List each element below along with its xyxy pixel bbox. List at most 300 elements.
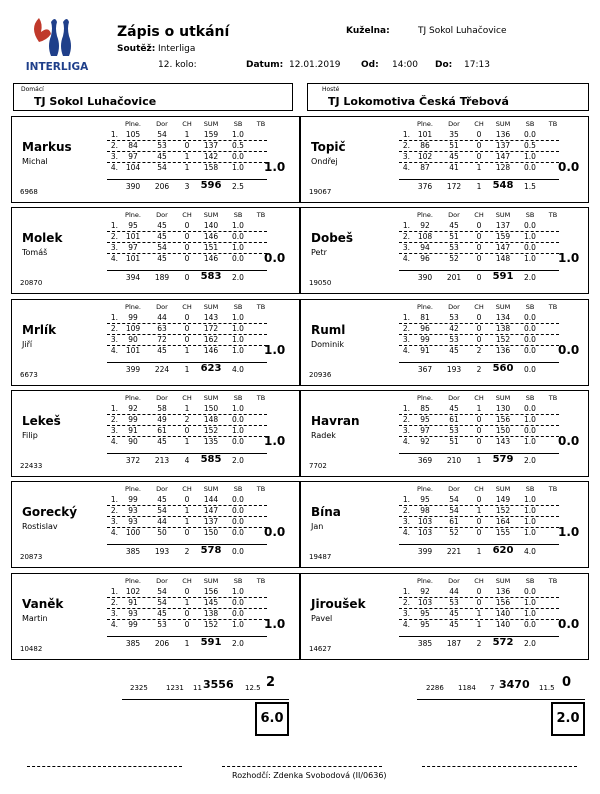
lane-row — [399, 130, 559, 141]
home-final-score: 6.0 — [255, 702, 289, 736]
lane-row — [399, 517, 559, 528]
lane-row — [399, 404, 559, 415]
lane-cell: 0.0 — [524, 335, 536, 344]
column-header-sum: SUM — [203, 211, 219, 219]
lane-cell: 144 — [203, 495, 219, 504]
away-total-dor: 1184 — [458, 684, 476, 692]
column-header-ch: CH — [474, 394, 484, 402]
total-cell: 2.0 — [232, 273, 244, 282]
total-cell: 210 — [446, 456, 462, 465]
lane-cell: 1. — [402, 313, 410, 322]
lane-cell: 0 — [184, 426, 190, 435]
total-cell: 206 — [154, 182, 170, 191]
total-cell: 1 — [184, 365, 190, 374]
column-header-ch: CH — [474, 485, 484, 493]
player-match-points: 1.0 — [264, 160, 286, 174]
column-header-sum: SUM — [495, 577, 511, 585]
lane-cell: 146 — [203, 346, 219, 355]
total-cell: 390 — [417, 273, 433, 282]
total-cell: 0 — [476, 273, 482, 282]
lane-cell: 0.0 — [232, 517, 244, 526]
lane-row — [399, 163, 559, 174]
lane-cell: 0.0 — [524, 620, 536, 629]
home-total-points: 2 — [266, 675, 276, 690]
player-lanes-table — [399, 303, 559, 375]
table-header-row — [107, 120, 267, 130]
total-cell: 2.0 — [524, 273, 536, 282]
lane-cell: 1 — [184, 130, 190, 139]
lane-cell: 162 — [203, 335, 219, 344]
lane-row — [107, 495, 267, 506]
total-cell: 620 — [492, 545, 514, 556]
column-header-tb: TB — [256, 394, 266, 402]
lane-cell: 103 — [417, 517, 433, 526]
total-cell: 3 — [184, 182, 190, 191]
lane-cell: 1. — [402, 404, 410, 413]
lane-cell: 91 — [128, 426, 138, 435]
player-total-row — [107, 636, 267, 649]
total-cell: 206 — [154, 639, 170, 648]
column-header-tb: TB — [548, 485, 558, 493]
competition-label: Soutěž: — [117, 44, 156, 54]
player-total-row — [399, 362, 559, 375]
lane-cell: 102 — [125, 587, 141, 596]
player-surname: Jiroušek — [311, 597, 366, 611]
player-total-row — [399, 636, 559, 649]
total-cell: 572 — [492, 637, 514, 648]
lane-cell: 1. — [402, 221, 410, 230]
lane-cell: 103 — [417, 598, 433, 607]
lane-cell: 1 — [184, 437, 190, 446]
total-cell: 2 — [476, 639, 482, 648]
lane-cell: 1 — [476, 620, 482, 629]
table-header-row — [399, 485, 559, 495]
player-firstname: Ondřej — [311, 157, 338, 166]
lane-cell: 0 — [476, 243, 482, 252]
lane-cell: 0 — [476, 587, 482, 596]
total-cell: 2.5 — [232, 182, 244, 191]
lane-cell: 0.0 — [524, 221, 536, 230]
lane-cell: 140 — [495, 609, 511, 618]
away-total-sb: 11.5 — [539, 684, 555, 692]
lane-cell: 137 — [495, 141, 511, 150]
lane-cell: 99 — [420, 335, 430, 344]
lane-cell: 102 — [417, 152, 433, 161]
total-cell: 189 — [154, 273, 170, 282]
lane-cell: 3. — [110, 426, 118, 435]
lane-cell: 1 — [184, 163, 190, 172]
lane-cell: 96 — [420, 254, 430, 263]
lane-cell: 1.0 — [524, 609, 536, 618]
player-match-points: 1.0 — [264, 434, 286, 448]
column-header-sum: SUM — [203, 394, 219, 402]
column-header-tb: TB — [256, 211, 266, 219]
table-header-row — [107, 303, 267, 313]
player-lanes-table — [399, 120, 559, 192]
lane-cell: 45 — [157, 254, 167, 263]
lane-cell: 152 — [203, 426, 219, 435]
lane-cell: 101 — [417, 130, 433, 139]
player-total-row — [399, 453, 559, 466]
total-cell: 376 — [417, 182, 433, 191]
lane-cell: 90 — [128, 437, 138, 446]
home-total-sb: 12.5 — [245, 684, 261, 692]
lane-row — [399, 232, 559, 243]
player-match-points: 0.0 — [558, 434, 580, 448]
player-surname: Havran — [311, 414, 360, 428]
lane-cell: 136 — [495, 130, 511, 139]
lane-cell: 146 — [203, 232, 219, 241]
lane-cell: 1. — [110, 404, 118, 413]
lane-row — [107, 528, 267, 539]
lane-cell: 99 — [128, 495, 138, 504]
column-header-dor: Dor — [156, 303, 168, 311]
home-total-pins: 2325 — [130, 684, 148, 692]
lane-cell: 1.0 — [232, 404, 244, 413]
lane-cell: 1 — [184, 346, 190, 355]
lane-cell: 45 — [157, 437, 167, 446]
column-header-sum: SUM — [495, 303, 511, 311]
player-registration: 14627 — [309, 645, 332, 653]
lane-cell: 0 — [184, 609, 190, 618]
svg-text:INTERLIGA: INTERLIGA — [25, 61, 89, 73]
lane-cell: 92 — [420, 437, 430, 446]
total-cell: 2.0 — [232, 456, 244, 465]
lane-cell: 147 — [495, 243, 511, 252]
lane-row — [399, 495, 559, 506]
lane-cell: 4. — [110, 528, 118, 537]
lane-row — [107, 254, 267, 265]
lane-cell: 1.0 — [524, 495, 536, 504]
lane-cell: 92 — [420, 221, 430, 230]
total-cell: 578 — [200, 545, 222, 556]
lane-cell: 3. — [110, 335, 118, 344]
lane-cell: 93 — [128, 517, 138, 526]
player-registration: 10482 — [20, 645, 43, 653]
lane-row — [399, 598, 559, 609]
away-total-ch: 7 — [490, 684, 495, 692]
total-cell: 367 — [417, 365, 433, 374]
column-header-ch: CH — [182, 394, 192, 402]
lane-cell: 53 — [449, 243, 459, 252]
lane-cell: 1. — [110, 313, 118, 322]
column-header-ch: CH — [474, 577, 484, 585]
lane-cell: 0.0 — [232, 415, 244, 424]
interliga-logo — [17, 14, 97, 76]
player-match-points: 0.0 — [264, 525, 286, 539]
lane-cell: 4. — [402, 346, 410, 355]
column-header-plne: Plne. — [125, 120, 141, 128]
lane-row — [399, 506, 559, 517]
player-firstname: Petr — [311, 248, 327, 257]
column-header-plne: Plne. — [125, 577, 141, 585]
column-header-tb: TB — [256, 577, 266, 585]
lane-cell: 158 — [203, 163, 219, 172]
lane-cell: 0 — [476, 141, 482, 150]
lane-cell: 0 — [184, 254, 190, 263]
lane-cell: 0.0 — [524, 313, 536, 322]
lane-cell: 0.0 — [232, 152, 244, 161]
lane-cell: 1. — [402, 495, 410, 504]
lane-cell: 45 — [157, 609, 167, 618]
home-total-ch: 11 — [193, 684, 202, 692]
player-lanes-table — [107, 120, 267, 192]
column-header-dor: Dor — [156, 485, 168, 493]
total-cell: 399 — [417, 547, 433, 556]
lane-cell: 90 — [128, 335, 138, 344]
player-match-points: 1.0 — [264, 343, 286, 357]
player-surname: Ruml — [311, 323, 346, 337]
column-header-tb: TB — [548, 394, 558, 402]
lane-cell: 63 — [157, 324, 167, 333]
lane-cell: 94 — [420, 243, 430, 252]
lane-cell: 91 — [420, 346, 430, 355]
player-match-points: 0.0 — [558, 160, 580, 174]
lane-cell: 1.0 — [232, 426, 244, 435]
lane-cell: 0 — [184, 528, 190, 537]
lane-cell: 87 — [420, 163, 430, 172]
lane-cell: 159 — [203, 130, 219, 139]
lane-cell: 142 — [203, 152, 219, 161]
lane-row — [399, 346, 559, 357]
column-header-dor: Dor — [156, 394, 168, 402]
lane-row — [107, 163, 267, 174]
player-total-row — [399, 270, 559, 283]
lane-cell: 156 — [203, 587, 219, 596]
lane-cell: 0.0 — [232, 598, 244, 607]
total-cell: 0 — [184, 273, 190, 282]
column-header-tb: TB — [548, 303, 558, 311]
lane-cell: 72 — [157, 335, 167, 344]
lane-cell: 1. — [110, 495, 118, 504]
lane-cell: 2. — [402, 324, 410, 333]
lane-cell: 2 — [184, 415, 190, 424]
away-team-header — [307, 83, 589, 111]
column-header-plne: Plne. — [125, 394, 141, 402]
lane-cell: 159 — [495, 232, 511, 241]
lane-cell: 97 — [128, 152, 138, 161]
lane-row — [399, 141, 559, 152]
lane-row — [107, 587, 267, 598]
away-total-line — [417, 699, 585, 700]
lane-cell: 3. — [110, 152, 118, 161]
lane-cell: 136 — [495, 346, 511, 355]
lane-cell: 95 — [128, 221, 138, 230]
lane-cell: 92 — [128, 404, 138, 413]
column-header-tb: TB — [256, 485, 266, 493]
lane-cell: 0 — [476, 324, 482, 333]
lane-cell: 0.0 — [524, 324, 536, 333]
lane-cell: 99 — [128, 415, 138, 424]
lane-cell: 0.0 — [232, 506, 244, 515]
player-registration: 6968 — [20, 188, 38, 196]
lane-cell: 1 — [184, 404, 190, 413]
lane-cell: 54 — [157, 598, 167, 607]
lane-row — [399, 437, 559, 448]
player-registration: 20936 — [309, 371, 332, 379]
lane-cell: 3. — [402, 426, 410, 435]
lane-cell: 0.0 — [524, 346, 536, 355]
lane-cell: 130 — [495, 404, 511, 413]
lane-cell: 45 — [157, 346, 167, 355]
total-cell: 390 — [125, 182, 141, 191]
lane-cell: 0 — [184, 620, 190, 629]
column-header-sum: SUM — [203, 120, 219, 128]
column-header-sum: SUM — [495, 211, 511, 219]
lane-cell: 58 — [157, 404, 167, 413]
lane-cell: 1 — [476, 404, 482, 413]
player-firstname: Rostislav — [22, 522, 58, 531]
total-cell: 1 — [476, 456, 482, 465]
player-match-points: 1.0 — [264, 617, 286, 631]
lane-cell: 96 — [420, 324, 430, 333]
column-header-plne: Plne. — [417, 394, 433, 402]
home-team-name: TJ Sokol Luhačovice — [34, 95, 157, 108]
lane-cell: 0.0 — [232, 495, 244, 504]
lane-cell: 152 — [495, 506, 511, 515]
home-player-box — [11, 116, 300, 203]
player-registration: 19050 — [309, 279, 332, 287]
lane-cell: 95 — [420, 609, 430, 618]
lane-cell: 84 — [128, 141, 138, 150]
total-cell: 0.0 — [232, 547, 244, 556]
lane-cell: 0 — [184, 221, 190, 230]
total-cell: 560 — [492, 363, 514, 374]
lane-cell: 2. — [402, 141, 410, 150]
lane-cell: 148 — [495, 254, 511, 263]
lane-cell: 1. — [402, 130, 410, 139]
player-match-points: 1.0 — [558, 251, 580, 265]
total-cell: 1 — [184, 639, 190, 648]
lane-cell: 101 — [125, 254, 141, 263]
total-cell: 623 — [200, 363, 222, 374]
lane-cell: 1 — [476, 163, 482, 172]
column-header-sb: SB — [525, 303, 535, 311]
column-header-ch: CH — [182, 485, 192, 493]
lane-cell: 0 — [476, 517, 482, 526]
lane-cell: 45 — [449, 609, 459, 618]
lane-cell: 97 — [420, 426, 430, 435]
column-header-ch: CH — [182, 303, 192, 311]
total-cell: 2.0 — [524, 639, 536, 648]
lane-row — [399, 609, 559, 620]
lane-row — [107, 506, 267, 517]
lane-row — [107, 335, 267, 346]
lane-cell: 2. — [402, 506, 410, 515]
lane-cell: 0 — [184, 243, 190, 252]
table-header-row — [107, 577, 267, 587]
lane-cell: 152 — [203, 620, 219, 629]
lane-cell: 0.0 — [232, 528, 244, 537]
column-header-plne: Plne. — [125, 211, 141, 219]
total-cell: 385 — [125, 639, 141, 648]
lane-cell: 146 — [203, 254, 219, 263]
lane-cell: 1.0 — [524, 598, 536, 607]
lane-cell: 98 — [420, 506, 430, 515]
lane-cell: 0 — [476, 152, 482, 161]
total-cell: 4 — [184, 456, 190, 465]
column-header-dor: Dor — [448, 120, 460, 128]
lane-cell: 103 — [417, 528, 433, 537]
lane-cell: 1. — [110, 130, 118, 139]
lane-cell: 138 — [203, 609, 219, 618]
player-lanes-table — [399, 577, 559, 649]
lane-cell: 41 — [449, 163, 459, 172]
lane-cell: 2. — [110, 232, 118, 241]
home-total-line — [122, 699, 289, 700]
lane-row — [399, 313, 559, 324]
column-header-sum: SUM — [203, 577, 219, 585]
lane-cell: 145 — [203, 598, 219, 607]
lane-row — [107, 404, 267, 415]
column-header-dor: Dor — [448, 211, 460, 219]
column-header-sb: SB — [233, 303, 243, 311]
lane-cell: 0 — [476, 598, 482, 607]
lane-cell: 35 — [449, 130, 459, 139]
total-cell: 372 — [125, 456, 141, 465]
player-surname: Gorecký — [22, 505, 78, 519]
lane-row — [399, 587, 559, 598]
lane-cell: 85 — [420, 404, 430, 413]
lane-cell: 0.5 — [524, 141, 536, 150]
total-cell: 224 — [154, 365, 170, 374]
lane-row — [399, 620, 559, 631]
lane-cell: 1.0 — [524, 506, 536, 515]
away-player-box — [300, 207, 589, 294]
lane-cell: 61 — [449, 517, 459, 526]
total-cell: 213 — [154, 456, 170, 465]
column-header-tb: TB — [548, 211, 558, 219]
lane-cell: 1.0 — [524, 437, 536, 446]
start-value: 14:00 — [392, 60, 418, 70]
lane-row — [107, 243, 267, 254]
lane-cell: 0 — [184, 324, 190, 333]
player-lanes-table — [107, 303, 267, 375]
lane-row — [107, 426, 267, 437]
column-header-ch: CH — [474, 303, 484, 311]
lane-cell: 101 — [125, 232, 141, 241]
column-header-sb: SB — [525, 120, 535, 128]
lane-cell: 1.0 — [232, 221, 244, 230]
lane-cell: 0.0 — [524, 243, 536, 252]
lane-cell: 0.0 — [232, 232, 244, 241]
column-header-sb: SB — [233, 577, 243, 585]
lane-cell: 2. — [110, 415, 118, 424]
lane-cell: 54 — [157, 587, 167, 596]
lane-cell: 0 — [476, 254, 482, 263]
away-player-box — [300, 116, 589, 203]
lane-row — [399, 221, 559, 232]
lane-cell: 0 — [184, 232, 190, 241]
home-player-box — [11, 573, 300, 660]
column-header-plne: Plne. — [417, 211, 433, 219]
lane-cell: 92 — [420, 587, 430, 596]
lane-cell: 3. — [402, 152, 410, 161]
player-firstname: Filip — [22, 431, 38, 440]
lane-row — [399, 335, 559, 346]
column-header-sb: SB — [233, 211, 243, 219]
lane-cell: 2. — [110, 506, 118, 515]
signature-line-referee — [222, 766, 382, 767]
lane-cell: 147 — [495, 152, 511, 161]
column-header-sum: SUM — [495, 485, 511, 493]
lane-cell: 53 — [157, 141, 167, 150]
competition-value: Interliga — [158, 44, 196, 54]
lane-cell: 0.0 — [524, 426, 536, 435]
lane-cell: 105 — [125, 130, 141, 139]
home-player-box — [11, 299, 300, 386]
lane-cell: 51 — [449, 232, 459, 241]
